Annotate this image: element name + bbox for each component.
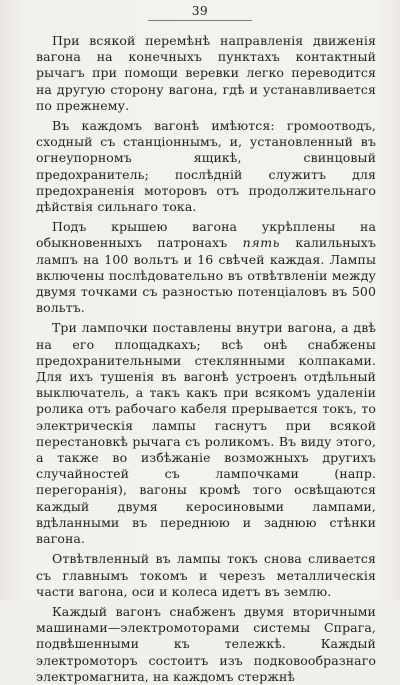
paragraph-interior-lighting: Три лампочки поставлены внутри вагона, а двѣ на его площадкахъ; всѣ онѣ снабжены предохранительными стеклянными колпаками. Для ихъ тушенія въ вагонѣ устроенъ отдѣльный выключатель, а такъ какъ при всякомъ удаленіи ролика отъ рабочаго кабеля прерывается токъ, то электрическія лампы гаснутъ при всякой перестановкѣ рычага съ роликомъ. Въ виду этого, а также во избѣжаніе возможныхъ другихъ случайностей съ лампочками (напр. перегоранія), вагоны кромѣ того освѣщаются каждый двумя керосиновыми лампами, вдѣланными въ переднюю и заднюю стѣнки вагона. bbox=[36, 320, 376, 547]
roof-lamps-text-after: калильныхъ лампъ на 100 вольтъ и 16 свѣчей каждая. Лампы включены послѣдовательно въ отвѣтвленіи между двумя точками съ разностью потенціаловъ въ 500 вольтъ. bbox=[36, 235, 376, 316]
paragraph-direction-change: При всякой перемѣнѣ направленія движенія вагона на конечныхъ пунктахъ контактный рычагъ при помощи веревки легко переводится на другую сторону вагона, гдѣ и устанавливается по прежнему. bbox=[36, 33, 376, 113]
header-rule bbox=[148, 20, 252, 21]
paragraph-electromotors: Каждый вагонъ снабженъ двумя вторичными машинами—электромоторами системы Спрага, подвѣшенными къ тележкѣ. Каждый электромоторъ состоитъ изъ подковообразнаго электромагнита, на каждомъ стержнѣ bbox=[36, 603, 376, 684]
paragraph-roof-lamps bbox=[36, 219, 376, 316]
paragraph-return-current: Отвѣтвленный въ лампы токъ снова сливается съ главнымъ токомъ и черезъ металлическія части вагона, оси и колеса идетъ въ землю. bbox=[36, 551, 376, 599]
main-text bbox=[36, 33, 376, 685]
paragraph-protection-devices: Въ каждомъ вагонѣ имѣются: громоотводъ, сходный съ станціоннымъ, и, установленный въ огнеупорномъ ящикѣ, свинцовый предохранитель; послѣдній служитъ для предохраненія моторовъ отъ продолжительнаго дѣйствія сильнаго тока. bbox=[36, 118, 376, 215]
page-number: 39 bbox=[191, 4, 209, 18]
roof-lamps-text-before: Подъ крышею вагона укрѣплены на обыкновенныхъ патронахъ bbox=[36, 219, 376, 251]
emphasized-number-five: пять bbox=[242, 235, 281, 251]
